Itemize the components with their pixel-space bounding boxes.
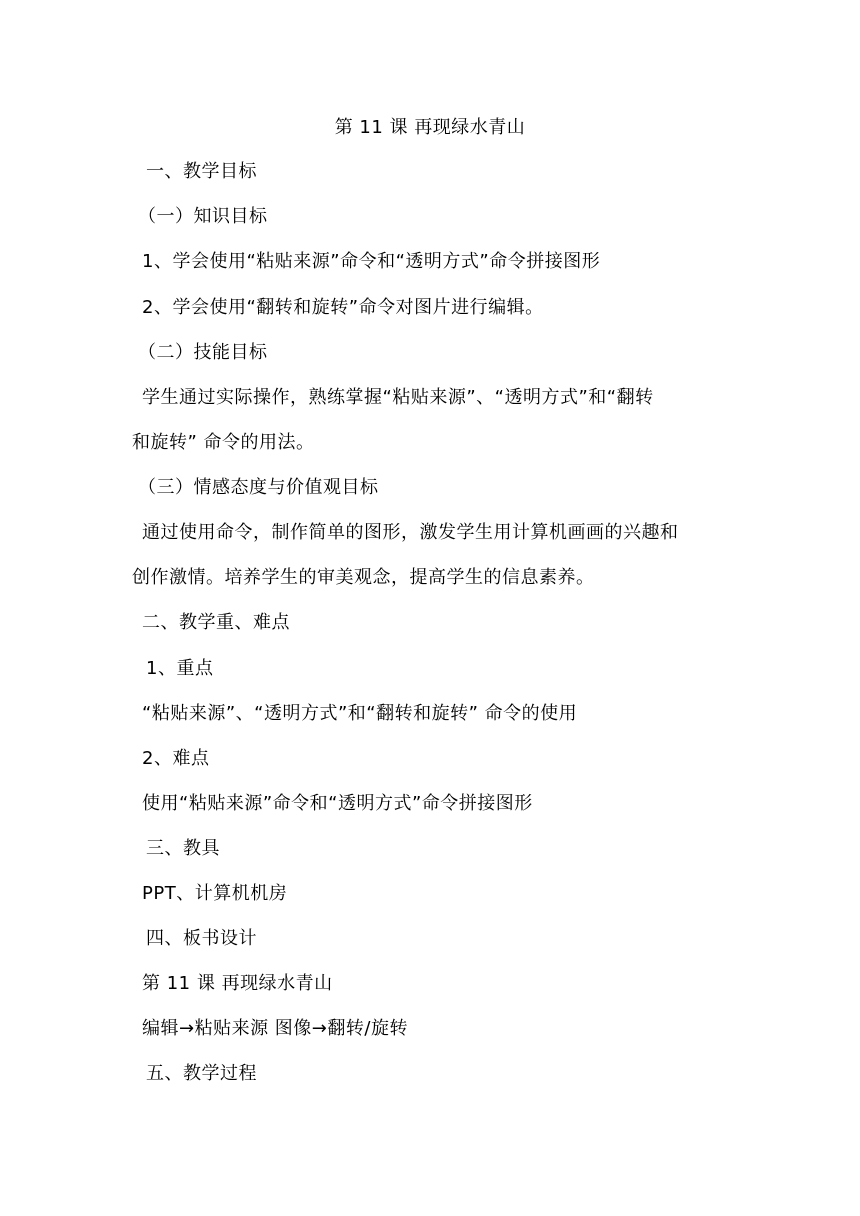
paragraph-line: 学生通过实际操作，熟练掌握“粘贴来源”、“透明方式”和“翻转 (142, 387, 654, 408)
paragraph-line: 通过使用命令，制作简单的图形，激发学生用计算机画画的兴趣和 (142, 522, 679, 543)
section-heading-tools: 三、教具 (146, 838, 220, 859)
paragraph-line: 1、学会使用“粘贴来源”命令和“透明方式”命令拼接图形 (142, 251, 601, 272)
section-heading-objectives: 一、教学目标 (146, 161, 257, 182)
section-heading-key-points: 二、教学重、难点 (142, 612, 290, 633)
subheading-difficulty: 2、难点 (142, 748, 210, 769)
paragraph-line: 使用“粘贴来源”命令和“透明方式”命令拼接图形 (142, 793, 533, 814)
section-heading-board: 四、板书设计 (146, 928, 257, 949)
document-title: 第 11 课 再现绿水青山 (334, 117, 526, 138)
paragraph-line: 第 11 课 再现绿水青山 (142, 973, 333, 994)
paragraph-line: 2、学会使用“翻转和旋转”命令对图片进行编辑。 (142, 297, 544, 318)
section-heading-process: 五、教学过程 (146, 1063, 257, 1084)
paragraph-line: 和旋转” 命令的用法。 (132, 432, 315, 453)
paragraph-line: 编辑→粘贴来源 图像→翻转/旋转 (142, 1018, 408, 1039)
subheading-knowledge: （一）知识目标 (138, 206, 268, 227)
paragraph-line: “粘贴来源”、“透明方式”和“翻转和旋转” 命令的使用 (142, 703, 578, 724)
paragraph-line: 创作激情。培养学生的审美观念，提高学生的信息素养。 (132, 567, 595, 588)
subheading-skills: （二）技能目标 (138, 342, 268, 363)
subheading-key: 1、重点 (146, 658, 214, 679)
subheading-attitude: （三）情感态度与价值观目标 (138, 477, 379, 498)
paragraph-line: PPT、计算机机房 (142, 883, 288, 904)
